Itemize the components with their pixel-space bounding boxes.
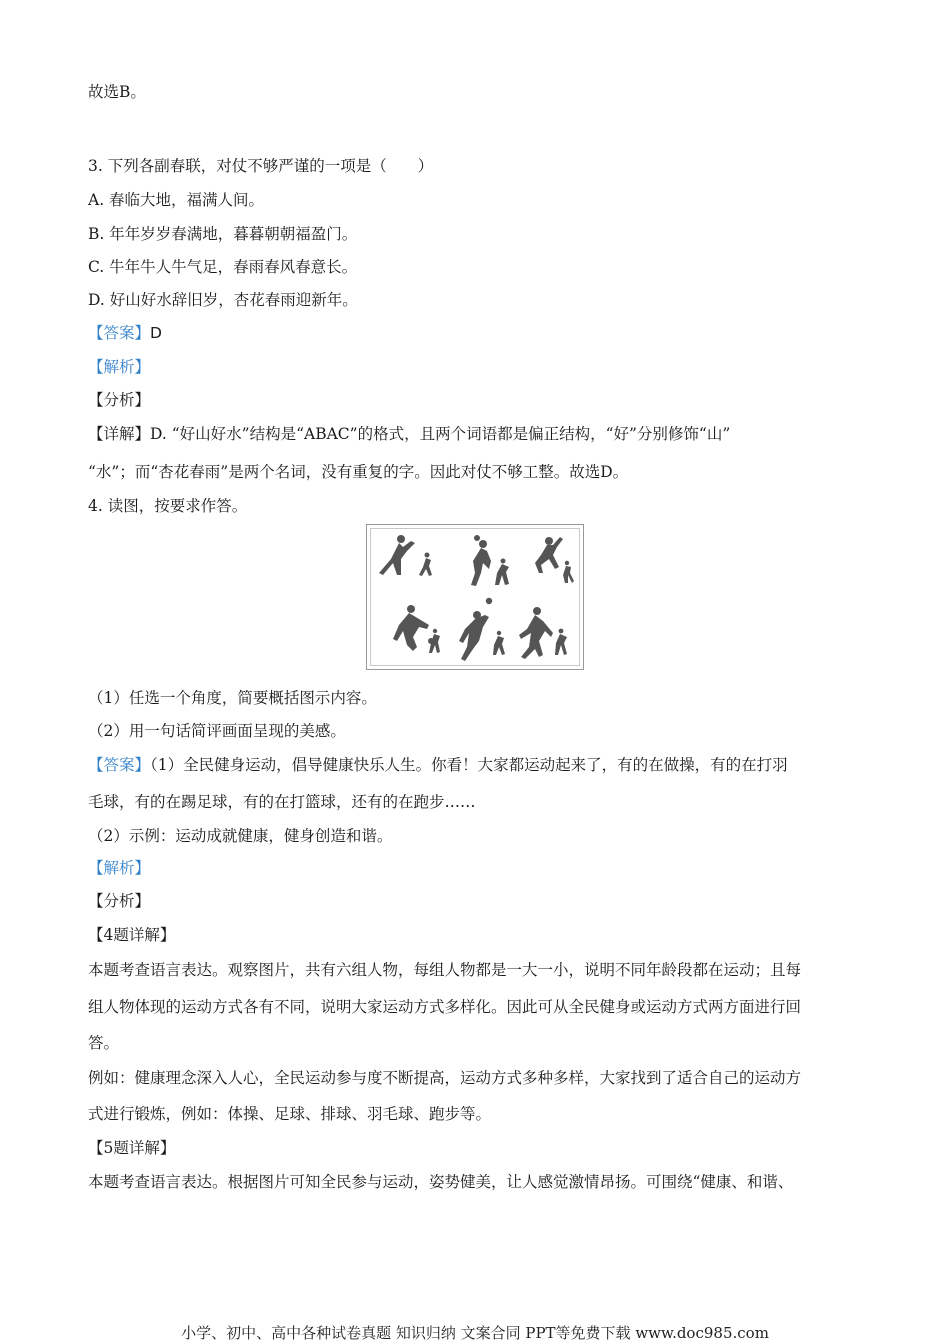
analysis4-tag: 【解析】: [88, 859, 151, 877]
detail4-line-4: 例如：健康理念深入人心，全民运动参与度不断提高，运动方式多种多样，大家找到了适合自己的运动方: [88, 1069, 802, 1087]
answer-value: D: [150, 324, 162, 342]
answer-tag: 【答案】: [88, 324, 151, 342]
answer4-text-3: （2）示例：运动成就健康，健身创造和谐。: [88, 827, 393, 845]
detail4-tag: 【4题详解】: [88, 926, 176, 944]
fenxi4-tag: 【分析】: [88, 892, 151, 910]
detail5-tag: 【5题详解】: [88, 1139, 176, 1157]
answer4-row: [88, 755, 864, 775]
sports-silhouettes-image: [366, 524, 584, 670]
detail-text: D. “好山好水”结构是“ABAC”的格式，且两个词语都是偏正结构，“好”分别修饰“山”: [150, 425, 731, 443]
detail-text-2: “水”；而“杏花春雨”是两个名词，没有重复的字。因此对仗不够工整。故选D。: [88, 463, 629, 481]
option-d: D. 好山好水辞旧岁，杏花春雨迎新年。: [88, 291, 358, 309]
question-3: 3. 下列各副春联，对仗不够严谨的一项是（ ）: [88, 157, 434, 175]
answer4-text: （1）全民健身运动，倡导健康快乐人生。你看！大家都运动起来了，有的在做操，有的在打羽: [150, 756, 788, 774]
sub-question-1: （1）任选一个角度，简要概括图示内容。: [88, 689, 377, 707]
option-b: B. 年年岁岁春满地，暮暮朝朝福盈门。: [88, 225, 358, 243]
silhouettes-drawing: [371, 529, 579, 665]
detail-row: [88, 424, 864, 444]
option-a: A. 春临大地，福满人间。: [88, 191, 265, 209]
detail4-line-5: 式进行锻炼，例如：体操、足球、排球、羽毛球、跑步等。: [88, 1105, 492, 1123]
question-4: 4. 读图，按要求作答。: [88, 497, 248, 515]
analysis-tag: 【解析】: [88, 358, 151, 376]
option-c: C. 牛年牛人牛气足，春雨春风春意长。: [88, 258, 358, 276]
sub-question-2: （2）用一句话简评画面呈现的美感。: [88, 722, 346, 740]
footer-text: 小学、初中、高中各种试卷真题 知识归纳 文案合同 PPT等免费下载 www.doc985.com: [181, 1324, 769, 1342]
detail5-line-1: 本题考查语言表达。根据图片可知全民参与运动，姿势健美，让人感觉激情昂扬。可围绕“健康、和谐、: [88, 1173, 794, 1191]
conclusion-text: 故选B。: [88, 83, 146, 101]
detail4-line-3: 答。: [88, 1034, 120, 1052]
answer4-tag: 【答案】: [88, 756, 151, 774]
detail4-line-2: 组人物体现的运动方式各有不同，说明大家运动方式多样化。因此可从全民健身或运动方式两方面进行回: [88, 998, 802, 1016]
fenxi-tag: 【分析】: [88, 391, 151, 409]
detail-tag: 【详解】: [88, 425, 151, 443]
answer4-text-2: 毛球，有的在踢足球，有的在打篮球，还有的在跑步……: [88, 793, 476, 811]
detail4-line-1: 本题考查语言表达。观察图片，共有六组人物，每组人物都是一大一小，说明不同年龄段都在运动；且每: [88, 961, 802, 979]
answer-row: [88, 323, 864, 343]
